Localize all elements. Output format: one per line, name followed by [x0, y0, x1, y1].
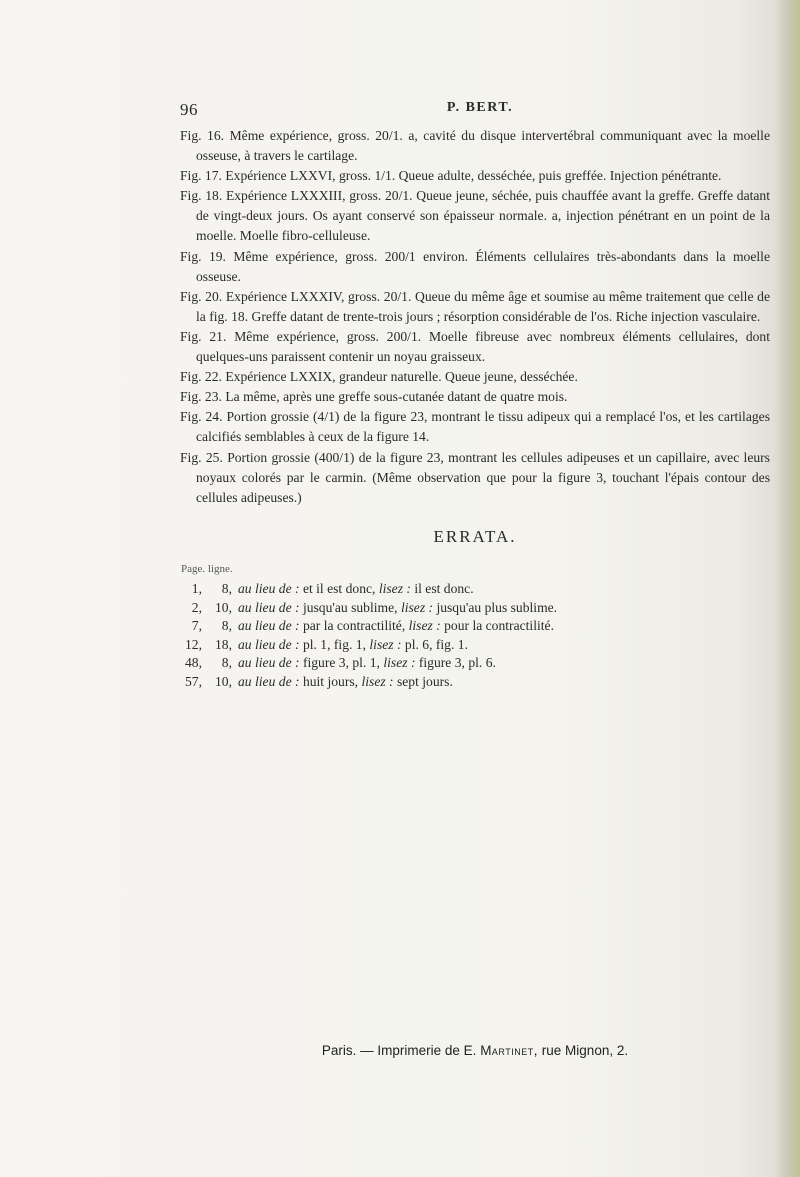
imprint-printer: Martinet,	[480, 1043, 539, 1058]
figure-text: Expérience LXXIX, grandeur naturelle. Queue jeune, desséchée.	[225, 369, 578, 385]
figure-text: Même expérience, gross. 200/1. Moelle fibreuse avec nombreux éléments cellulaires, dont quelques-uns paraissent contenir un noyau graisseux.	[196, 328, 770, 365]
errata-wrong-label: au lieu de :	[238, 599, 300, 615]
figure-legend	[180, 448, 770, 508]
figure-label: Fig. 24.	[180, 409, 223, 425]
errata-right-label: lisez :	[383, 655, 416, 670]
errata-row	[178, 636, 778, 655]
errata-right: sept jours.	[396, 673, 453, 689]
errata-right-label: lisez :	[361, 673, 394, 689]
errata-wrong: pl. 1, fig. 1,	[302, 636, 366, 652]
errata-page: 1,	[191, 581, 202, 596]
figure-legend	[180, 186, 770, 246]
errata-line: 10,	[215, 599, 232, 615]
figure-legend	[180, 166, 770, 186]
figure-text: Expérience LXXXIV, gross. 20/1. Queue du même âge et soumise au même traitement que celle de la fig. 18. Greffe datant de trente-trois jours ; résorption considérable de l'os. Riche injection vasculaire.	[196, 288, 770, 324]
figure-label: Fig. 23.	[180, 389, 222, 405]
errata-right-label: lisez :	[408, 618, 441, 633]
errata-line: 8,	[221, 581, 232, 596]
errata-line: 8,	[221, 655, 232, 670]
figure-legend	[180, 367, 770, 387]
figure-legend	[180, 126, 770, 166]
figure-legend	[180, 387, 770, 407]
errata-list	[178, 580, 778, 691]
errata-wrong-label: au lieu de :	[238, 618, 300, 633]
imprint-address: rue Mignon, 2.	[541, 1043, 629, 1058]
figure-label: Fig. 16.	[180, 128, 225, 143]
page-header	[180, 100, 760, 124]
figure-label: Fig. 17.	[180, 168, 222, 184]
errata-line: 8,	[221, 618, 232, 633]
errata-right-label: lisez :	[369, 636, 402, 652]
figure-label: Fig. 18.	[180, 188, 223, 204]
figure-legend	[180, 407, 770, 447]
errata-wrong: figure 3, pl. 1,	[302, 655, 380, 670]
printer-imprint	[180, 1043, 770, 1058]
errata-line: 10,	[215, 673, 232, 689]
figure-text: Portion grossie (4/1) de la figure 23, montrant le tissu adipeux qui a remplacé l'os, et les cartilages calcifiés semblables à ceux de la figure 14.	[196, 409, 770, 445]
figure-legend	[180, 327, 770, 367]
errata-page: 2,	[191, 599, 202, 615]
errata-column-header: Page. ligne.	[181, 563, 233, 575]
errata-wrong: jusqu'au sublime,	[302, 599, 398, 615]
page-number: 96	[180, 100, 198, 119]
figure-label: Fig. 19.	[180, 248, 226, 264]
errata-right-label: lisez :	[400, 599, 434, 615]
errata-page: 7,	[191, 618, 202, 633]
errata-right: jusqu'au plus sublime.	[436, 599, 558, 615]
figure-label: Fig. 20.	[180, 288, 223, 304]
errata-right: figure 3, pl. 6.	[418, 655, 496, 670]
errata-row	[178, 673, 778, 692]
errata-row	[178, 580, 778, 599]
figure-text: La même, après une greffe sous-cutanée datant de quatre mois.	[225, 389, 568, 405]
errata-page: 48,	[185, 655, 202, 670]
running-head: P. BERT.	[446, 100, 514, 115]
errata-wrong-label: au lieu de :	[238, 673, 300, 689]
figure-text: Expérience LXXVI, gross. 1/1. Queue adulte, desséchée, puis greffée. Injection pénétrante.	[225, 168, 722, 184]
figure-text: Même expérience, gross. 200/1 environ. Éléments cellulaires très-abondants dans la moelle osseuse.	[196, 248, 770, 284]
errata-right-label: lisez :	[378, 581, 411, 596]
errata-line: 18,	[215, 636, 232, 652]
errata-row	[178, 599, 778, 618]
errata-wrong: et il est donc,	[302, 581, 376, 596]
figure-legend	[180, 287, 770, 327]
errata-page: 12,	[185, 636, 202, 652]
errata-title: ERRATA.	[433, 527, 517, 546]
errata-wrong: huit jours,	[302, 673, 359, 689]
imprint-prefix: Paris. — Imprimerie de E.	[321, 1043, 477, 1058]
figure-label: Fig. 21.	[180, 328, 227, 344]
errata-wrong-label: au lieu de :	[238, 655, 300, 670]
errata-right: pl. 6, fig. 1.	[404, 636, 468, 652]
figure-label: Fig. 22.	[180, 369, 222, 385]
figure-label: Fig. 25.	[180, 449, 223, 465]
figure-text: Même expérience, gross. 20/1. a, cavité du disque intervertébral communiquant avec la moelle osseuse, à travers le cartilage.	[196, 128, 770, 164]
figure-text: Expérience LXXXIII, gross. 20/1. Queue jeune, séchée, puis chauffée avant la greffe. Greffe datant de vingt-deux jours. Os ayant conservé son épaisseur normale. a, injection pénétrant en un point de la moelle. Moelle fibro-celluleuse.	[196, 188, 770, 244]
errata-row	[178, 617, 778, 636]
figure-text: Portion grossie (400/1) de la figure 23, montrant les cellules adipeuses et un capillaire, avec leurs noyaux colorés par le carmin. (Même observation que pour la figure 3, touchant l'épais contour des cellules adipeuses.)	[196, 449, 770, 505]
errata-right: il est donc.	[414, 581, 474, 596]
errata-row	[178, 654, 778, 673]
errata-wrong-label: au lieu de :	[238, 581, 300, 596]
errata-page: 57,	[185, 673, 202, 689]
figure-legend	[180, 247, 770, 287]
errata-wrong: par la contractilité,	[302, 618, 406, 633]
figure-legends	[180, 126, 770, 508]
errata-right: pour la contractilité.	[444, 618, 554, 633]
errata-wrong-label: au lieu de :	[238, 636, 300, 652]
